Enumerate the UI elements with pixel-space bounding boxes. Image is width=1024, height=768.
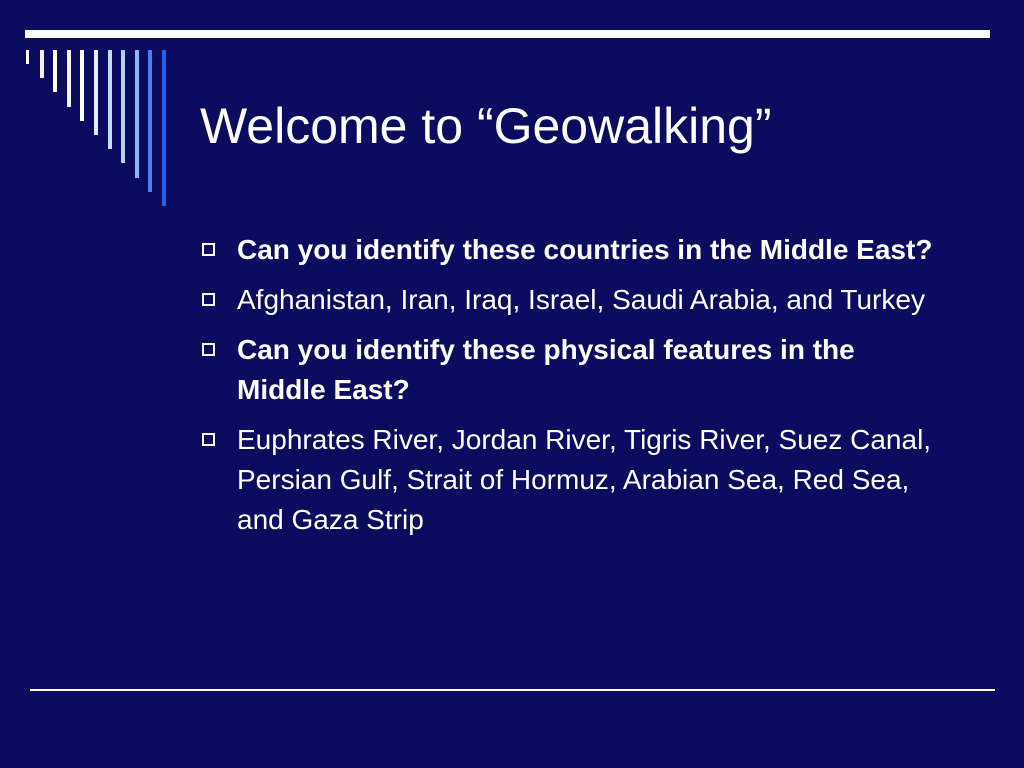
bottom-rule [30,689,995,691]
decorative-stripe [121,50,125,163]
bullet-item [200,280,940,320]
bullet-item [200,420,940,540]
square-bullet-icon [202,433,215,446]
bullet-text: Euphrates River, Jordan River, Tigris River, Suez Canal, Persian Gulf, Strait of Hormuz, Arabian Sea, Red Sea, and Gaza Strip [237,424,932,535]
decorative-stripe [53,50,57,92]
decorative-stripe [26,50,29,64]
slide-title: Welcome to “Geowalking” [200,98,772,154]
bullet-item [200,230,940,270]
bullet-text: Can you identify these countries in the Middle East? [237,234,933,265]
decorative-stripe [67,50,71,107]
decorative-stripe [108,50,112,149]
decorative-stripe [94,50,98,135]
decorative-stripe [80,50,84,121]
decorative-stripe [40,50,44,78]
square-bullet-icon [202,343,215,356]
bullet-list [200,230,940,550]
decorative-stripes [0,0,200,220]
bullet-item [200,330,940,410]
decorative-stripe [148,50,152,192]
square-bullet-icon [202,293,215,306]
decorative-stripe [135,50,139,178]
decorative-stripe [162,50,166,206]
bullet-text: Afghanistan, Iran, Iraq, Israel, Saudi Arabia, and Turkey [237,284,925,315]
square-bullet-icon [202,243,215,256]
bullet-text: Can you identify these physical features in the Middle East? [237,334,855,405]
